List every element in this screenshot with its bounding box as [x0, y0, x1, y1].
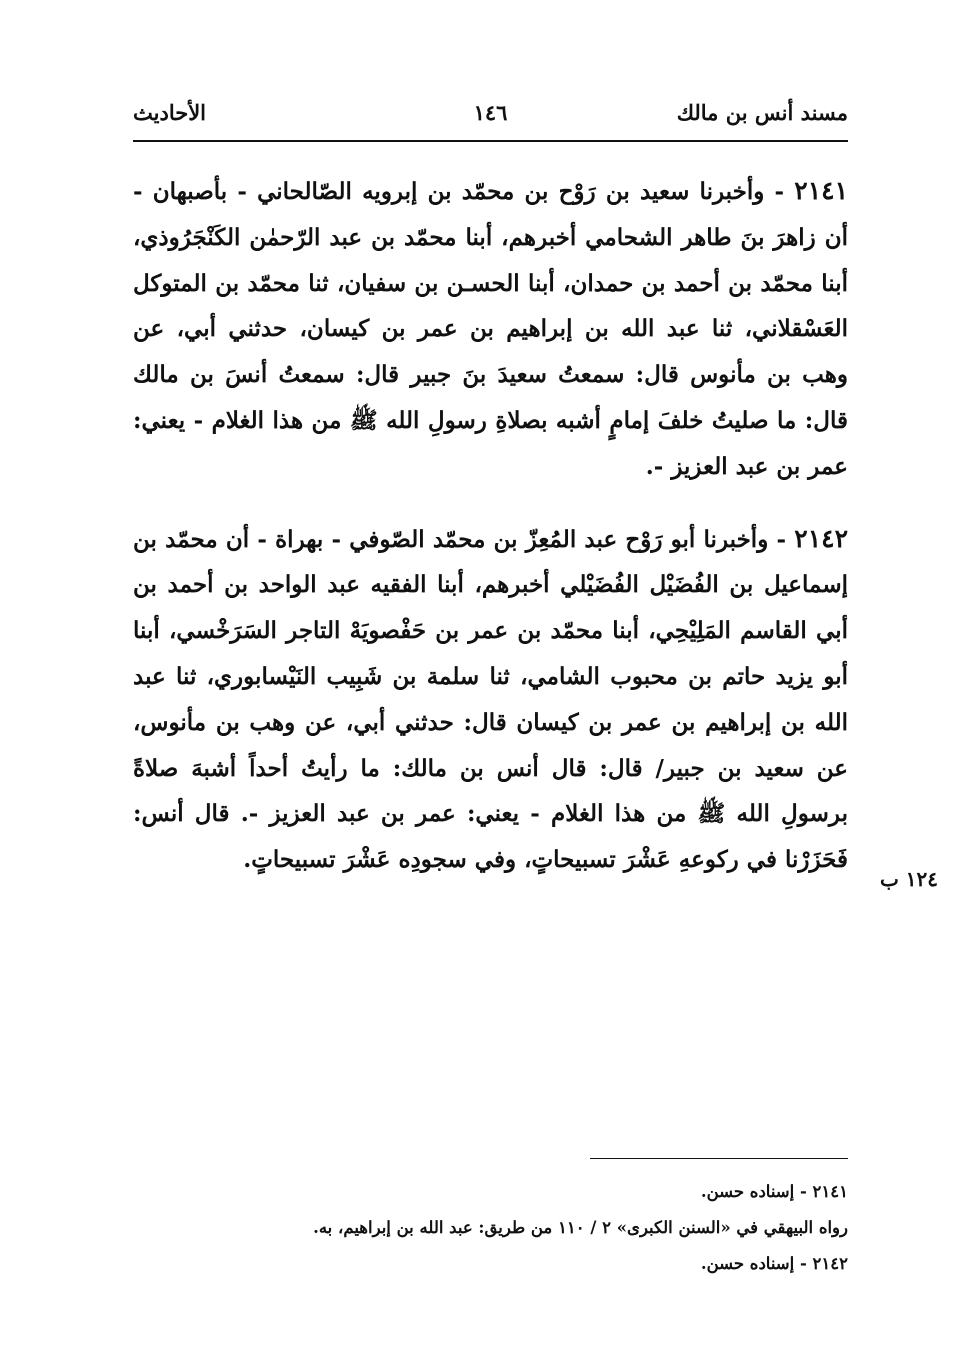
hadith-2142 [133, 516, 848, 883]
footnote-rule [590, 1158, 848, 1159]
book-title: مسند أنس بن مالك [676, 100, 848, 125]
footnotes [133, 1174, 848, 1282]
hadith-number: ٢١٤٢ [794, 523, 849, 553]
footnote: ٢١٤١ - إسناده حسن. [700, 1182, 848, 1201]
header-rule [133, 140, 848, 142]
running-header [133, 100, 848, 132]
hadith-2141 [133, 168, 848, 490]
main-text [133, 168, 848, 883]
footnote: رواه البيهقي في «السنن الكبرى» ٢ / ١١٠ من طريق: عبد الله بن إبراهيم، به. [313, 1218, 848, 1237]
hadith-number: ٢١٤١ [794, 176, 849, 205]
manuscript-folio-note: ١٢٤ ب [880, 867, 939, 891]
page-number: ١٤٦ [473, 100, 508, 125]
hadith-paragraph: ٢١٤٢ - وأخبرنا أبو رَوْح عبد المُعِزّ بن محمّد الصّوفي - بهراة - أن محمّد بن إسماعيل بن الفُضَيْل الفُضَيْلي أخبرهم، أبنا الفقيه عبد الواحد بن أحمد بن أبي القاسم المَلِيْحِي، أبنا محمّد بن عمر بن حَفْصويَهْ التاجر السَرَخْسي، أبنا أبو يزيد حاتم بن محبوب الشامي، ثنا سلمة بن شَبِيب النَيْسابوري، ثنا عبد الله بن إبراهيم بن عمر بن كيسان قال: حدثني أبي، عن وهب بن مأنوس، عن سعيد بن جبير/ قال: قال أنس بن مالك: ما رأيتُ أحداً أشبهَ صلاةً برسولِ الله ﷺ من هذا الغلام - يعني: عمر بن عبد العزيز -. قال أنس: فَحَزَرْنا في ركوعهِ عَشْرَ تسبيحاتٍ، وفي سجودِه عَشْرَ تسبيحاتٍ. [133, 523, 849, 874]
footnote: ٢١٤٢ - إسناده حسن. [700, 1254, 848, 1273]
hadith-text: وأخبرنا أبو رَوْح عبد المُعِزّ بن محمّد الصّوفي - بهراة - أن محمّد بن إسماعيل بن الفُضَيْل الفُضَيْلي أخبرهم، أبنا الفقيه عبد الواحد بن أحمد بن أبي القاسم المَلِيْحِي، أبنا محمّد بن عمر بن حَفْصويَهْ التاجر السَرَخْسي، أبنا أبو يزيد حاتم بن محبوب الشامي، ثنا سلمة بن شَبِيب النَيْسابوري، ثنا عبد الله بن إبراهيم بن عمر بن كيسان قال: حدثني أبي، عن وهب بن مأنوس، عن سعيد بن جبير/ قال: قال أنس بن مالك: ما رأيتُ أحداً أشبهَ صلاةً برسولِ الله ﷺ من هذا الغلام - يعني: عمر بن عبد العزيز -. قال أنس: فَحَزَرْنا في ركوعهِ عَشْرَ تسبيحاتٍ، وفي سجودِه عَشْرَ تسبيحاتٍ. [133, 525, 849, 874]
section-title: الأحاديث [133, 100, 207, 125]
hadith-paragraph: ٢١٤١ - وأخبرنا سعيد بن رَوْح بن محمّد بن إبرويه الصّالحاني - بأصبهان - أن زاهرَ بنَ طاهر الشحامي أخبرهم، أبنا محمّد بن عبد الرّحمٰن الكَنْجَرُوذي، أبنا محمّد بن أحمد بن حمدان، أبنا الحسـن بن سفيان، ثنا محمّد بن المتوكل العَسْقلاني، ثنا عبد الله بن إبراهيم بن عمر بن كيسان، حدثني أبي، عن وهب بن مأنوس قال: سمعتُ سعيدَ بنَ جبير قال: سمعتُ أنسَ بن مالك قال: ما صليتُ خلفَ إمامٍ أشبه بصلاةِ رسولِ الله ﷺ من هذا الغلام - يعني: عمر بن عبد العزيز -. [133, 176, 849, 480]
hadith-text: وأخبرنا سعيد بن رَوْح بن محمّد بن إبرويه الصّالحاني - بأصبهان - أن زاهرَ بنَ طاهر الشحامي أخبرهم، أبنا محمّد بن عبد الرّحمٰن الكَنْجَرُوذي، أبنا محمّد بن أحمد بن حمدان، أبنا الحسـن بن سفيان، ثنا محمّد بن المتوكل العَسْقلاني، ثنا عبد الله بن إبراهيم بن عمر بن كيسان، حدثني أبي، عن وهب بن مأنوس قال: سمعتُ سعيدَ بنَ جبير قال: سمعتُ أنسَ بن مالك قال: ما صليتُ خلفَ إمامٍ أشبه بصلاةِ رسولِ الله ﷺ من هذا الغلام - يعني: عمر بن عبد العزيز -. [133, 178, 848, 480]
